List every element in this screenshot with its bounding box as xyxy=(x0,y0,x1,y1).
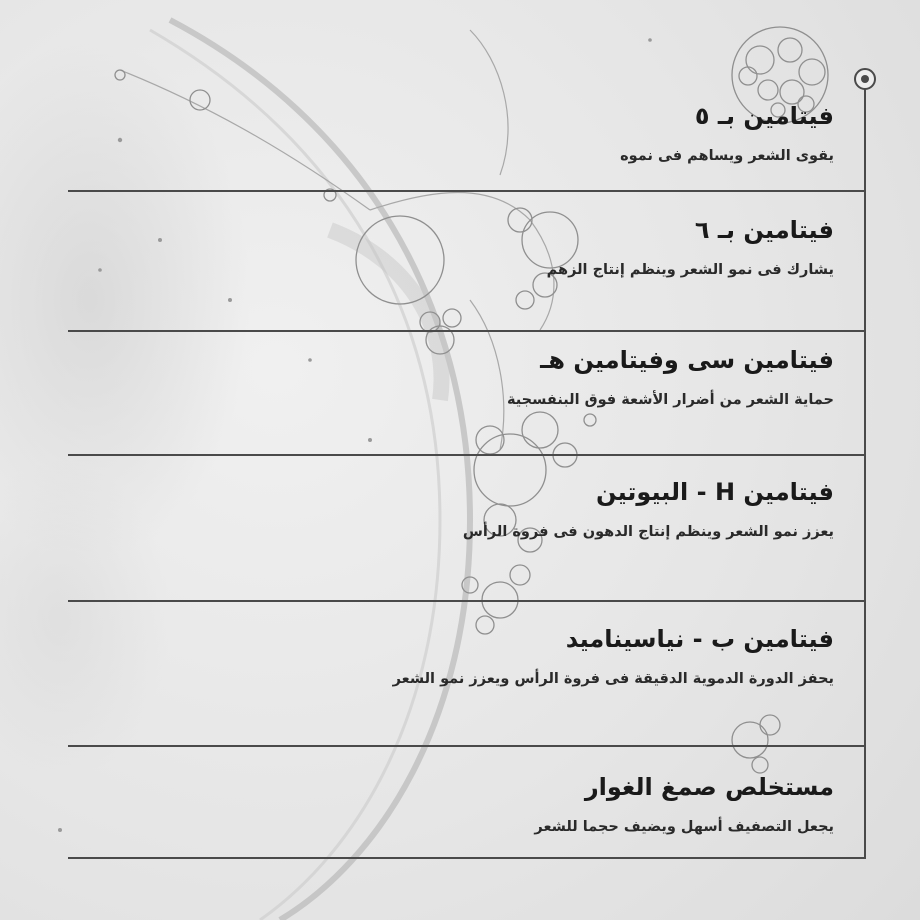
ingredient-item-biotin xyxy=(114,475,834,543)
item-title: فيتامين بـ ٥ xyxy=(694,102,834,130)
item-description: يشارك فى نمو الشعر وينظم إنتاج الزهم xyxy=(546,262,834,278)
ingredient-item-vitamin-c-e xyxy=(114,343,834,411)
timeline-start-dot xyxy=(854,68,876,90)
divider xyxy=(68,745,866,747)
item-title: مستخلص صمغ الغوار xyxy=(584,773,834,801)
divider xyxy=(68,454,866,456)
ingredient-item-vitamin-b5 xyxy=(114,99,834,167)
item-description: يحفز الدورة الدموية الدقيقة فى فروة الرأس ويعزز نمو الشعر xyxy=(392,671,834,687)
divider xyxy=(68,857,866,859)
ingredient-item-guar-gum xyxy=(114,770,834,838)
item-title: فيتامين بـ ٦ xyxy=(694,216,834,244)
item-title: فيتامين سى وفيتامين هـ xyxy=(540,346,834,374)
item-title: فيتامين H - البيوتين xyxy=(596,478,834,506)
divider xyxy=(68,330,866,332)
item-title: فيتامين ب - نياسيناميد xyxy=(565,625,834,653)
timeline-line xyxy=(864,82,866,858)
item-description: يجعل التصفيف أسهل ويضيف حجما للشعر xyxy=(534,819,834,835)
divider xyxy=(68,600,866,602)
item-description: حماية الشعر من أضرار الأشعة فوق البنفسجية xyxy=(506,392,834,408)
ingredient-item-niacinamide xyxy=(114,622,834,690)
item-description: يعزز نمو الشعر وينظم إنتاج الدهون فى فروة الرأس xyxy=(462,524,834,540)
ingredient-item-vitamin-b6 xyxy=(114,213,834,281)
item-description: يقوى الشعر ويساهم فى نموه xyxy=(620,148,834,164)
divider xyxy=(68,190,866,192)
